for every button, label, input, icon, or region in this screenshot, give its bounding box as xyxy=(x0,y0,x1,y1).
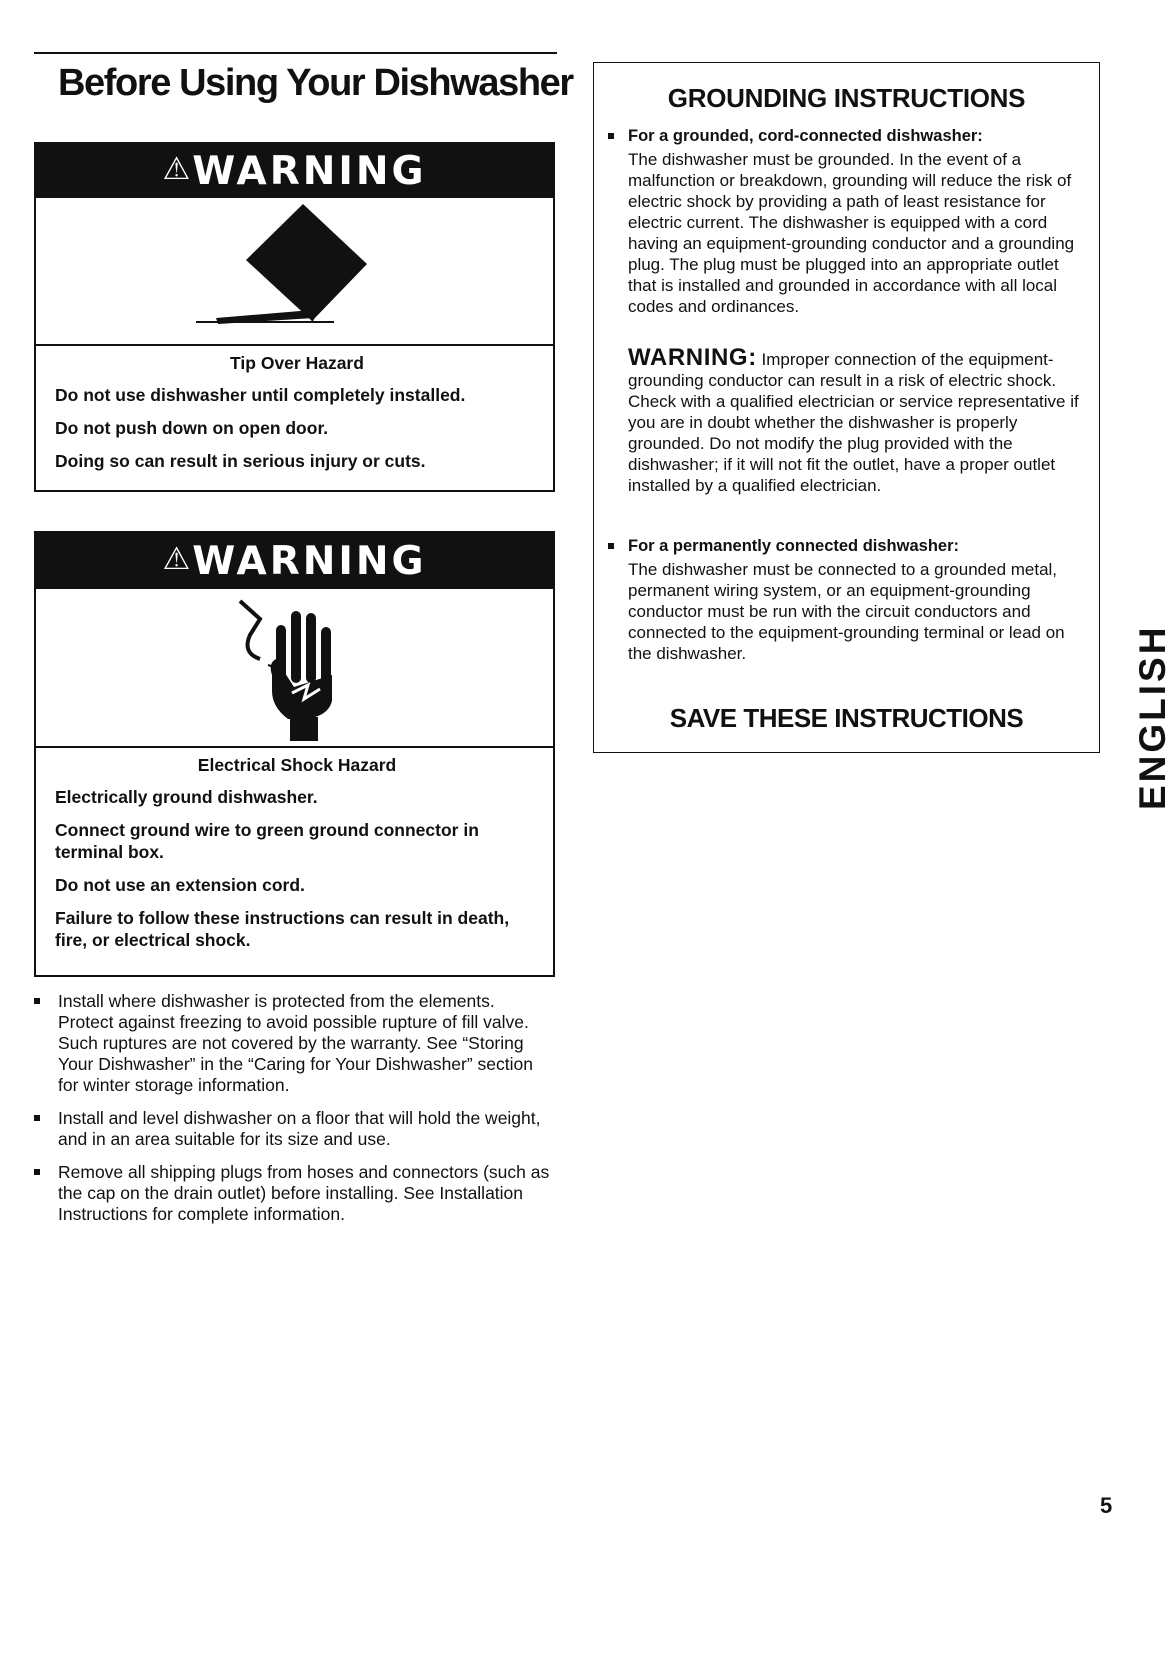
page-number: 5 xyxy=(1100,1493,1113,1518)
save-instructions-heading: SAVE THESE INSTRUCTIONS xyxy=(669,703,1024,733)
tip-over-warning-box xyxy=(34,142,555,492)
section-heading: For a permanently connected dishwasher: xyxy=(606,536,1087,557)
list-item: Remove all shipping plugs from hoses and connectors (such as the cap on the drain outlet) before installing. See Installation Instructions for complete information. xyxy=(34,1162,554,1225)
grounding-warning-section xyxy=(606,344,1087,496)
installation-bullet-list xyxy=(34,991,554,1237)
language-side-tab: ENGLISH xyxy=(1132,624,1173,810)
warning-line: Do not use dishwasher until completely installed. xyxy=(55,385,466,405)
title-rule xyxy=(34,52,557,54)
list-item: Install where dishwasher is protected from the elements. Protect against freezing to avoid possible rupture of fill valve. Such ruptures are not covered by the warranty. See “Storing Your Dishwasher” in the “Caring for Your Dishwasher” section for winter storage information. xyxy=(34,991,554,1096)
warning-divider xyxy=(36,746,553,748)
warning-body: Improper connection of the equipment-grounding conductor can result in a risk of electric shock. Check with a qualified electrician or service representative if you are in doubt whether the dishwasher is properly grounded. Do not modify the plug provided with the dishwasher; if it will not fit the outlet, have a proper outlet installed by a qualified electrician. xyxy=(628,350,1079,495)
warning-line: Do not use an extension cord. xyxy=(55,875,305,895)
warning-triangle-icon: ⚠ xyxy=(162,541,191,577)
grounding-title: GROUNDING INSTRUCTIONS xyxy=(667,83,1026,113)
grounding-instructions-box xyxy=(593,62,1100,753)
electric-shock-pictogram xyxy=(36,589,553,746)
hazard-title: Tip Over Hazard xyxy=(230,353,364,373)
hazard-title: Electrical Shock Hazard xyxy=(197,755,397,775)
warning-triangle-icon: ⚠ xyxy=(162,151,191,187)
warning-line: Doing so can result in serious injury or cuts. xyxy=(55,451,426,471)
page-title: Before Using Your Dishwasher xyxy=(58,62,573,104)
section-body: The dishwasher must be grounded. In the event of a malfunction or breakdown, grounding will reduce the risk of electric shock by providing a path of least resistance for electric current. The dishwasher is equipped with a cord having an equipment-grounding conductor and a grounding plug. The plug must be plugged into an appropriate outlet that is installed and grounded in accordance with all local codes and ordinances. xyxy=(628,150,1075,316)
warning-banner xyxy=(36,533,553,589)
warning-divider xyxy=(36,344,553,346)
warning-line: Electrically ground dishwasher. xyxy=(55,787,318,807)
electrical-shock-warning-box xyxy=(34,531,555,977)
warning-line: Connect ground wire to green ground connector in terminal box. xyxy=(55,820,479,862)
section-heading: For a grounded, cord-connected dishwasher: xyxy=(606,126,1087,147)
tip-over-warning-text xyxy=(55,352,539,483)
cord-connected-section xyxy=(606,126,1087,317)
warning-banner xyxy=(36,144,553,198)
warning-banner-label: WARNING xyxy=(192,538,427,584)
list-item: Install and level dishwasher on a floor that will hold the weight, and in an area suitable for its size and use. xyxy=(34,1108,554,1150)
electrical-shock-warning-text xyxy=(55,754,539,962)
electric-shock-hand-icon xyxy=(36,589,553,746)
warning-label: WARNING: xyxy=(628,344,757,371)
tip-over-dishwasher-icon xyxy=(36,198,553,344)
warning-banner-label: WARNING xyxy=(192,148,427,194)
warning-line: Do not push down on open door. xyxy=(55,418,329,438)
warning-line: Failure to follow these instructions can result in death, fire, or electrical shock. xyxy=(55,908,510,950)
section-body: The dishwasher must be connected to a grounded metal, permanent wiring system, or an equipment-grounding conductor must be run with the circuit conductors and connected to the equipment-grounding terminal or lead on the dishwasher. xyxy=(628,560,1065,663)
permanent-connection-section xyxy=(606,536,1087,664)
